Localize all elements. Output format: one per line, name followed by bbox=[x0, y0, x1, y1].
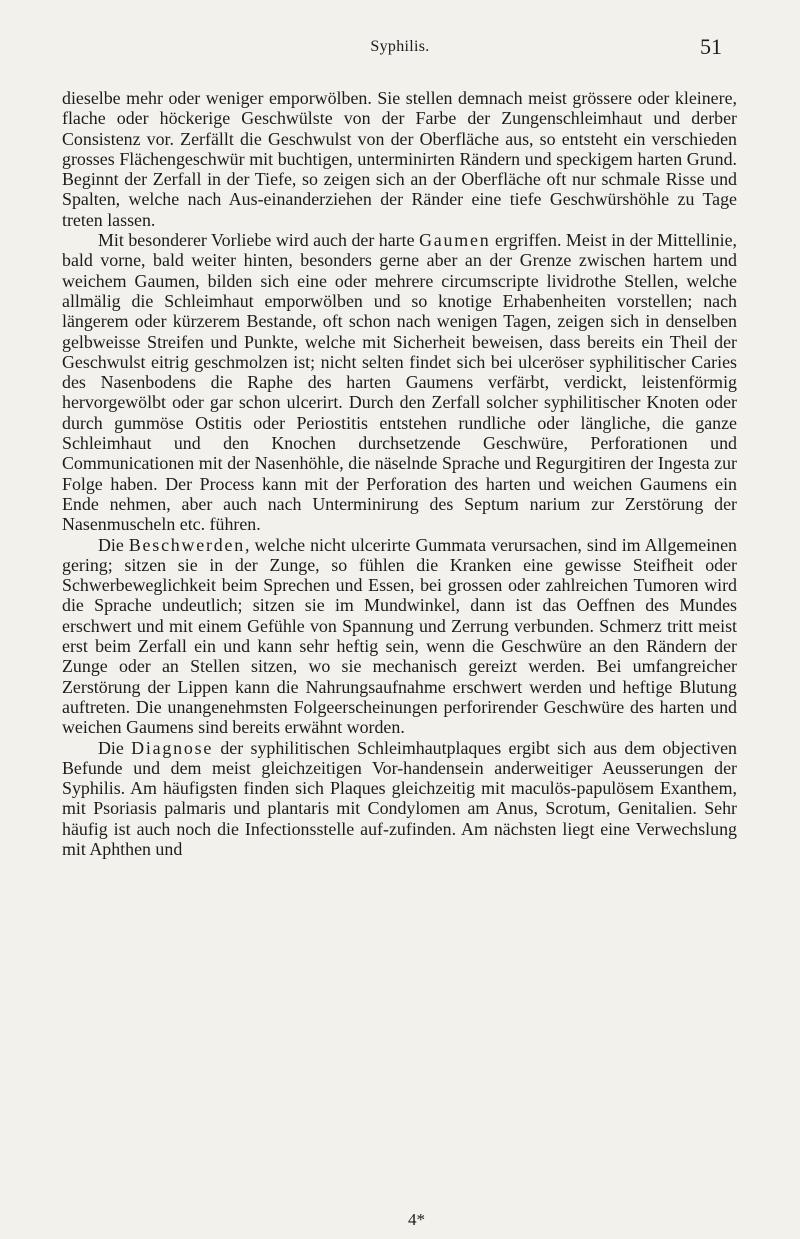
body-text bbox=[62, 88, 737, 859]
paragraph bbox=[62, 535, 737, 738]
signature-mark: 4* bbox=[408, 1210, 425, 1229]
paragraph-text: Die bbox=[98, 737, 132, 758]
emphasized-term: Diagnose bbox=[131, 737, 214, 758]
page-number: 51 bbox=[700, 34, 722, 59]
paragraph-text: der syphilitischen Schleimhautplaques ergibt sich aus dem objectiven Befunde und dem meist gleichzeitigen Vor-handensein anderweitiger Aeusserungen der Syphilis. Am häufigsten finden sich Plaques gleichzeitig mit maculös-papulösem Exanthem, mit Psoriasis palmaris und plantaris mit Condylomen am Anus, Scrotum, Genitalien. Sehr häufig ist auch noch die Infectionsstelle auf-zufinden. Am nächsten liegt eine Verwechslung mit Aphthen und bbox=[62, 737, 737, 859]
paragraph-text: ergriffen. Meist in der Mittellinie, bald vorne, bald weiter hinten, besonders gerne aber an der Grenze zwischen hartem und weichem Gaumen, bilden sich eine oder mehrere circumscripte lividrothe Stellen, welche allmälig die Schleimhaut emporwölben und so knotige Erhabenheiten vorstellen; nach längerem oder kürzerem Bestande, oft schon nach wenigen Tagen, zeigen sich in denselben gelbweisse Streifen und Punkte, welche mit Sicherheit beweisen, dass bereits ein Theil der Geschwulst eitrig geschmolzen ist; nicht selten findet sich bei ulceröser syphilitischer Caries des Nasenbodens die Raphe des harten Gaumens verfärbt, verdickt, leistenförmig hervorgewölbt oder gar schon ulcerirt. Durch den Zerfall solcher syphilitischer Knoten oder durch gummöse Ostitis oder Periostitis entstehen rundliche oder längliche, die ganze Schleimhaut und den Knochen durchsetzende Geschwüre, Perforationen und Communicationen mit der Nasenhöhle, die näselnde Sprache und Regurgitiren der Ingesta zur Folge haben. Der Process kann mit der Perforation des harten und weichen Gaumens ein Ende nehmen, aber auch nach Unterminirung des Septum narium zur Zerstörung der Nasenmuscheln etc. führen. bbox=[62, 230, 737, 535]
paragraph bbox=[62, 738, 737, 860]
paragraph bbox=[62, 230, 737, 534]
running-title: Syphilis. bbox=[370, 38, 430, 55]
paragraph-text: dieselbe mehr oder weniger emporwölben. Sie stellen demnach meist grössere oder kleinere, flache oder höckerige Geschwülste von der Farbe der Zungenschleimhaut und derber Consistenz vor. Zerfällt die Geschwulst von der Oberfläche aus, so entsteht ein verschieden grosses Flächengeschwür mit buchtigen, unterminirten Rändern und speckigem harten Grund. Beginnt der Zerfall in der Tiefe, so zeigen sich an der Oberfläche oft nur schmale Risse und Spalten, welche nach Aus-einanderziehen der Ränder eine tiefe Geschwürshöhle zu Tage treten lassen. bbox=[62, 88, 737, 230]
emphasized-term: Gaumen bbox=[419, 230, 491, 251]
emphasized-term: Beschwerden bbox=[128, 534, 245, 555]
paragraph-text: Mit besonderer Vorliebe wird auch der harte bbox=[98, 230, 420, 251]
paragraph-text: Die bbox=[98, 534, 129, 555]
paragraph-text: , welche nicht ulcerirte Gummata verursachen, sind im Allgemeinen gering; sitzen sie in der Zunge, so fühlen die Kranken eine gewisse Steifheit oder Schwerbeweglichkeit beim Sprechen und Essen, bei grossen oder zahlreichen Tumoren wird die Sprache undeutlich; sitzen sie im Mundwinkel, dann ist das Oeffnen des Mundes erschwert und mit einem Gefühle von Spannung und Zerrung verbunden. Schmerz tritt meist erst beim Zerfall ein und kann sehr heftig sein, wenn die Geschwüre an den Rändern der Zunge oder an Stellen sitzen, wo sie mechanisch gereizt werden. Bei umfangreicher Zerstörung der Lippen kann die Nahrungsaufnahme erschwert werden und heftige Blutung auftreten. Die unangenehmsten Folgeerscheinungen perforirender Geschwüre des harten und weichen Gaumens sind bereits erwähnt worden. bbox=[62, 534, 737, 738]
paragraph bbox=[62, 88, 737, 230]
